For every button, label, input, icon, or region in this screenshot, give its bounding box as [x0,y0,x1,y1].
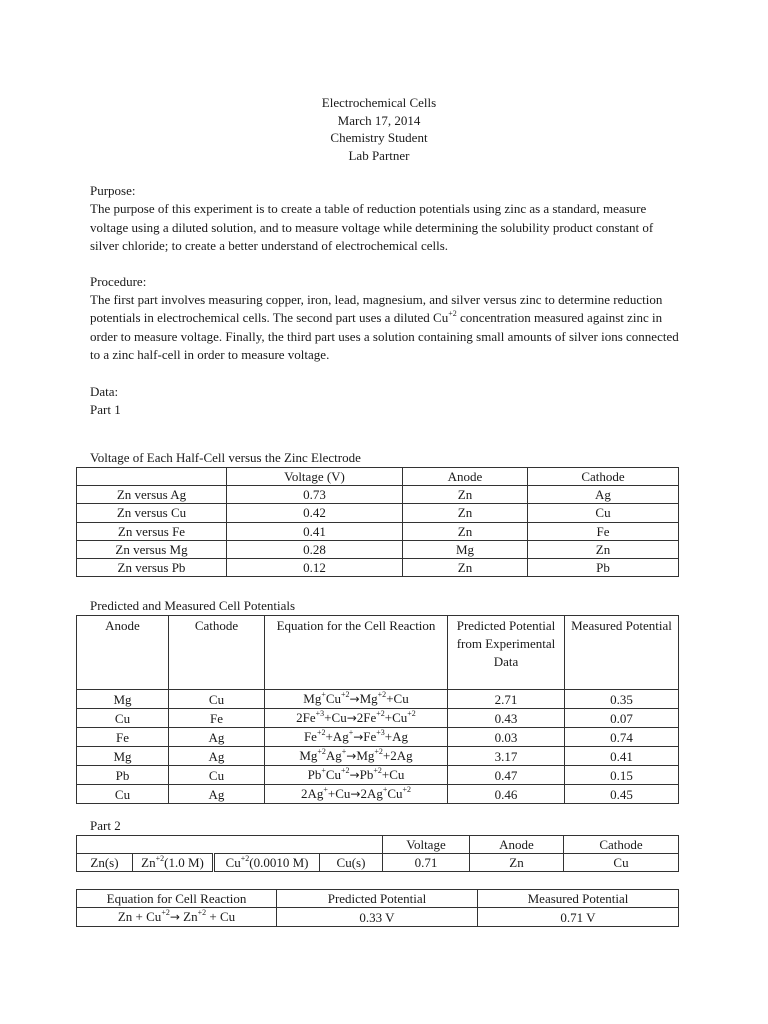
predicted-potential: 0.33 V [277,908,478,927]
table-cell: 0.43 [448,709,565,728]
cell-notation-part: $Cu^{+2}(0.0010$ M) [214,854,320,872]
table-header-cell: Predicted Potential from Experimental Data [448,616,565,690]
table-cell: Cu [169,690,265,709]
table-cell: Zn versus Fe [77,522,227,540]
table-cell: Zn versus Mg [77,540,227,558]
reaction-equation: $Pb^+Cu^{+2}\to Pb^{+2}+Cu$ [265,766,448,785]
table-cell: Mg [403,540,528,558]
table-cell: 0.07 [565,709,679,728]
table-cell: Cu [77,709,169,728]
reaction-equation: $2Fe^{+3}+Cu\to 2Fe^{+2}+Cu^{+2}$ [265,709,448,728]
table-cell: 0.74 [565,728,679,747]
procedure-label: Procedure: [90,273,147,289]
table-header-cell: Predicted Potential [277,890,478,908]
table-cell: 0.71 [383,854,470,872]
table-cell: 0.15 [565,766,679,785]
table-cell: Pb [77,766,169,785]
table-header-row [77,836,679,854]
table-cell: 0.42 [227,504,403,522]
table-header-cell: Equation for Cell Reaction [77,890,277,908]
data-label: Data: [90,383,119,399]
table-cell: Cu [77,785,169,804]
table-cell: Zn [403,522,528,540]
table-cell: Ag [169,728,265,747]
table-cell: 0.12 [227,558,403,576]
table-row [77,766,679,785]
reaction-equation: $Mg^{+2}Ag^+\to Mg^{+2}+2Ag$ [265,747,448,766]
table-row [77,854,679,872]
table-row [77,690,679,709]
table-header-cell: Equation for the Cell Reaction [265,616,448,690]
table-cell: 3.17 [448,747,565,766]
table-cell: 2.71 [448,690,565,709]
table-header-row [77,468,679,486]
purpose-text: The purpose of this experiment is to create a table of reduction potentials using zinc as a standard, measure voltage using a diluted solution, and to measure voltage while determining the solubility product constant of silver chloride; to create a better understand of electrochemical cells. [90,201,654,253]
table-cell: 0.03 [448,728,565,747]
table-row [77,785,679,804]
cell-notation-table [76,835,679,872]
table-row [77,522,679,540]
document-page [90,94,680,419]
part2-label: Part 2 [90,818,121,833]
table-cell: Fe [169,709,265,728]
reaction-equation: $Fe^{+2}+Ag^+\to Fe^{+3}+Ag$ [265,728,448,747]
table-header-cell: Measured Potential [478,890,679,908]
table-row [77,558,679,576]
document-title: Electrochemical Cells [321,95,437,110]
table2-caption: Predicted and Measured Cell Potentials [90,598,296,613]
table-cell: Mg [77,690,169,709]
table-cell: Zn [470,854,564,872]
table-cell: 0.46 [448,785,565,804]
table-cell: Cu [564,854,679,872]
table-header-cell: Measured Potential [565,616,679,690]
procedure-text: The first part involves measuring copper, iron, lead, magnesium, and silver versus zinc to determine reduction potentials in electrochemical cells. The second part uses a diluted $Cu^{+2}$ concentration measured against zinc in order to measure voltage. Finally, the third part uses a solution containing small amounts of silver ions connected to a zinc half-cell in order to measure voltage. [90,291,679,362]
table-row [77,908,679,927]
document-partner: Lab Partner [348,147,410,163]
reaction-equation: $2Ag^++Cu\to 2Ag^+Cu^{+2}$ [265,785,448,804]
table-cell: Fe [77,728,169,747]
table-cell: Ag [169,747,265,766]
table-header-cell: Anode [77,616,169,690]
document-header [78,94,680,164]
table-header-row [77,616,679,690]
table-header-cell: Voltage (V) [227,468,403,486]
table-cell: Zn [403,486,528,504]
table-cell: 0.35 [565,690,679,709]
table-cell: Mg [77,747,169,766]
table-header-cell: Anode [470,836,564,854]
table-row [77,747,679,766]
table-cell: Pb [528,558,679,576]
blank-header-cell [77,836,383,854]
half-cell-voltage-table [76,467,679,577]
table-header-cell: Cathode [528,468,679,486]
table-row [77,540,679,558]
table-row [77,728,679,747]
table-cell: Ag [169,785,265,804]
part1-label: Part 1 [90,401,121,417]
document-date: March 17, 2014 [337,112,421,128]
table-header-cell: Voltage [383,836,470,854]
part2-potential-table [76,889,679,927]
table-cell: Fe [528,522,679,540]
cell-notation-part: $Zn^{+2}(1.0$ M) [133,854,214,872]
table-cell: 0.45 [565,785,679,804]
table-row [77,486,679,504]
document-author: Chemistry Student [330,130,428,145]
table-cell: Zn [528,540,679,558]
purpose-label: Purpose: [90,183,136,198]
table-cell: Zn [403,504,528,522]
table-cell: 0.41 [227,522,403,540]
table-cell: Cu [528,504,679,522]
measured-potential: 0.71 V [478,908,679,927]
table-header-cell: Anode [403,468,528,486]
reaction-equation: $Zn + Cu^{+2}\to Zn^{+2} + Cu$ [77,908,277,927]
table-row [77,504,679,522]
table-cell: Zn versus Pb [77,558,227,576]
table1-caption: Voltage of Each Half-Cell versus the Zinc Electrode [90,450,361,465]
table-cell: Zn [403,558,528,576]
reaction-equation: $Mg^+Cu^{+2}\to Mg^{+2}+Cu$ [265,690,448,709]
table-cell: Zn versus Cu [77,504,227,522]
table-cell: Cu [169,766,265,785]
table-cell: 0.41 [565,747,679,766]
table-row [77,709,679,728]
table-cell: 0.73 [227,486,403,504]
table-cell: 0.47 [448,766,565,785]
table-header-cell [77,468,227,486]
table-cell: Ag [528,486,679,504]
table-cell: Zn versus Ag [77,486,227,504]
table-header-row [77,890,679,908]
table-header-cell: Cathode [169,616,265,690]
cell-notation-part: Cu(s) [320,854,383,872]
cell-notation-part: Zn(s) [77,854,133,872]
cell-potentials-table [76,615,679,804]
table-header-cell: Cathode [564,836,679,854]
table-cell: 0.28 [227,540,403,558]
